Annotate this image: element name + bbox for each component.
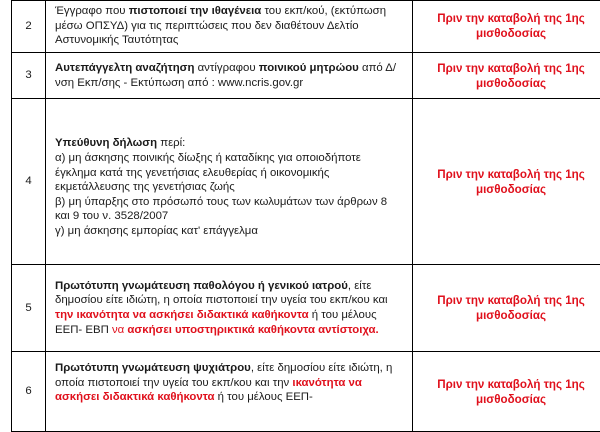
row-number: 6 [12,352,46,432]
row-deadline: Πριν την καταβολή της 1ης μισθοδοσίας [413,99,600,265]
row-description: Υπεύθυνη δήλωση περί: α) μη άσκησης ποινικής δίωξης ή καταδίκης για οποιοδήποτε έγκλημα κατά της γενετήσιας ελευθερίας ή οικονομικής εκμετάλλευσης της γενετήσιας ζωής β) μη ύπαρξης στο πρόσωπό τους των κωλυμάτων των άρθρων 8 και 9 του ν. 3528/2007 γ) μη άσκησης εμπορίας κατ' επάγγελμα [46,99,413,265]
row-number: 3 [12,53,46,99]
list-item: β) μη ύπαρξης στο πρόσωπό τους των κωλυμάτων των άρθρων 8 και 9 του ν. 3528/2007 [55,195,402,224]
row-number: 2 [12,0,46,53]
row-deadline: Πριν την καταβολή της 1ης μισθοδοσίας [413,265,600,352]
row-description: Έγγραφο που πιστοποιεί την ιθαγένεια του εκπ/κού, (εκτύπωση μέσω ΟΠΣΥΔ) για τις περιπτώσεις που δεν διαθέτουν Δελτίο Αστυνομικής Ταυτότητας [46,0,413,53]
list-item: α) μη άσκησης ποινικής δίωξης ή καταδίκης για οποιοδήποτε έγκλημα κατά της γενετήσιας ελευθερίας ή οικονομικής εκμετάλλευσης της γενετήσιας ζωής [55,151,402,195]
row-number: 4 [12,99,46,265]
row-description: Αυτεπάγγελτη αναζήτηση αντίγραφου ποινικού μητρώου από Δ/νση Εκπ/σης - Εκτύπωση από : www.ncris.gov.gr [46,53,413,99]
requirements-table [11,0,600,432]
row-deadline: Πριν την καταβολή της 1ης μισθοδοσίας [413,352,600,432]
table-row [12,352,600,432]
table-row [12,265,600,352]
list-item: γ) μη άσκησης εμπορίας κατ' επάγγελμα [55,224,402,239]
row-number: 5 [12,265,46,352]
row-description: Πρωτότυπη γνωμάτευση ψυχιάτρου, είτε δημοσίου είτε ιδιώτη, η οποία πιστοποιεί την υγεία του εκπ/κου και την ικανότητα να ασκήσει διδακτικά καθήκοντα ή του μέλους ΕΕΠ- [46,352,413,432]
table-row [12,53,600,99]
row-deadline: Πριν την καταβολή της 1ης μισθοδοσίας [413,53,600,99]
table-row [12,0,600,53]
table-row [12,99,600,265]
row-deadline: Πριν την καταβολή της 1ης μισθοδοσίας [413,0,600,53]
row-description: Πρωτότυπη γνωμάτευση παθολόγου ή γενικού ιατρού, είτε δημοσίου είτε ιδιώτη, η οποία πιστοποιεί την υγεία του εκπ/κου και την ικανότητα να ασκήσει διδακτικά καθήκοντα ή του μέλους ΕΕΠ- ΕΒΠ να ασκήσει υποστηρικτικά καθήκοντα αντίστοιχα. [46,265,413,352]
